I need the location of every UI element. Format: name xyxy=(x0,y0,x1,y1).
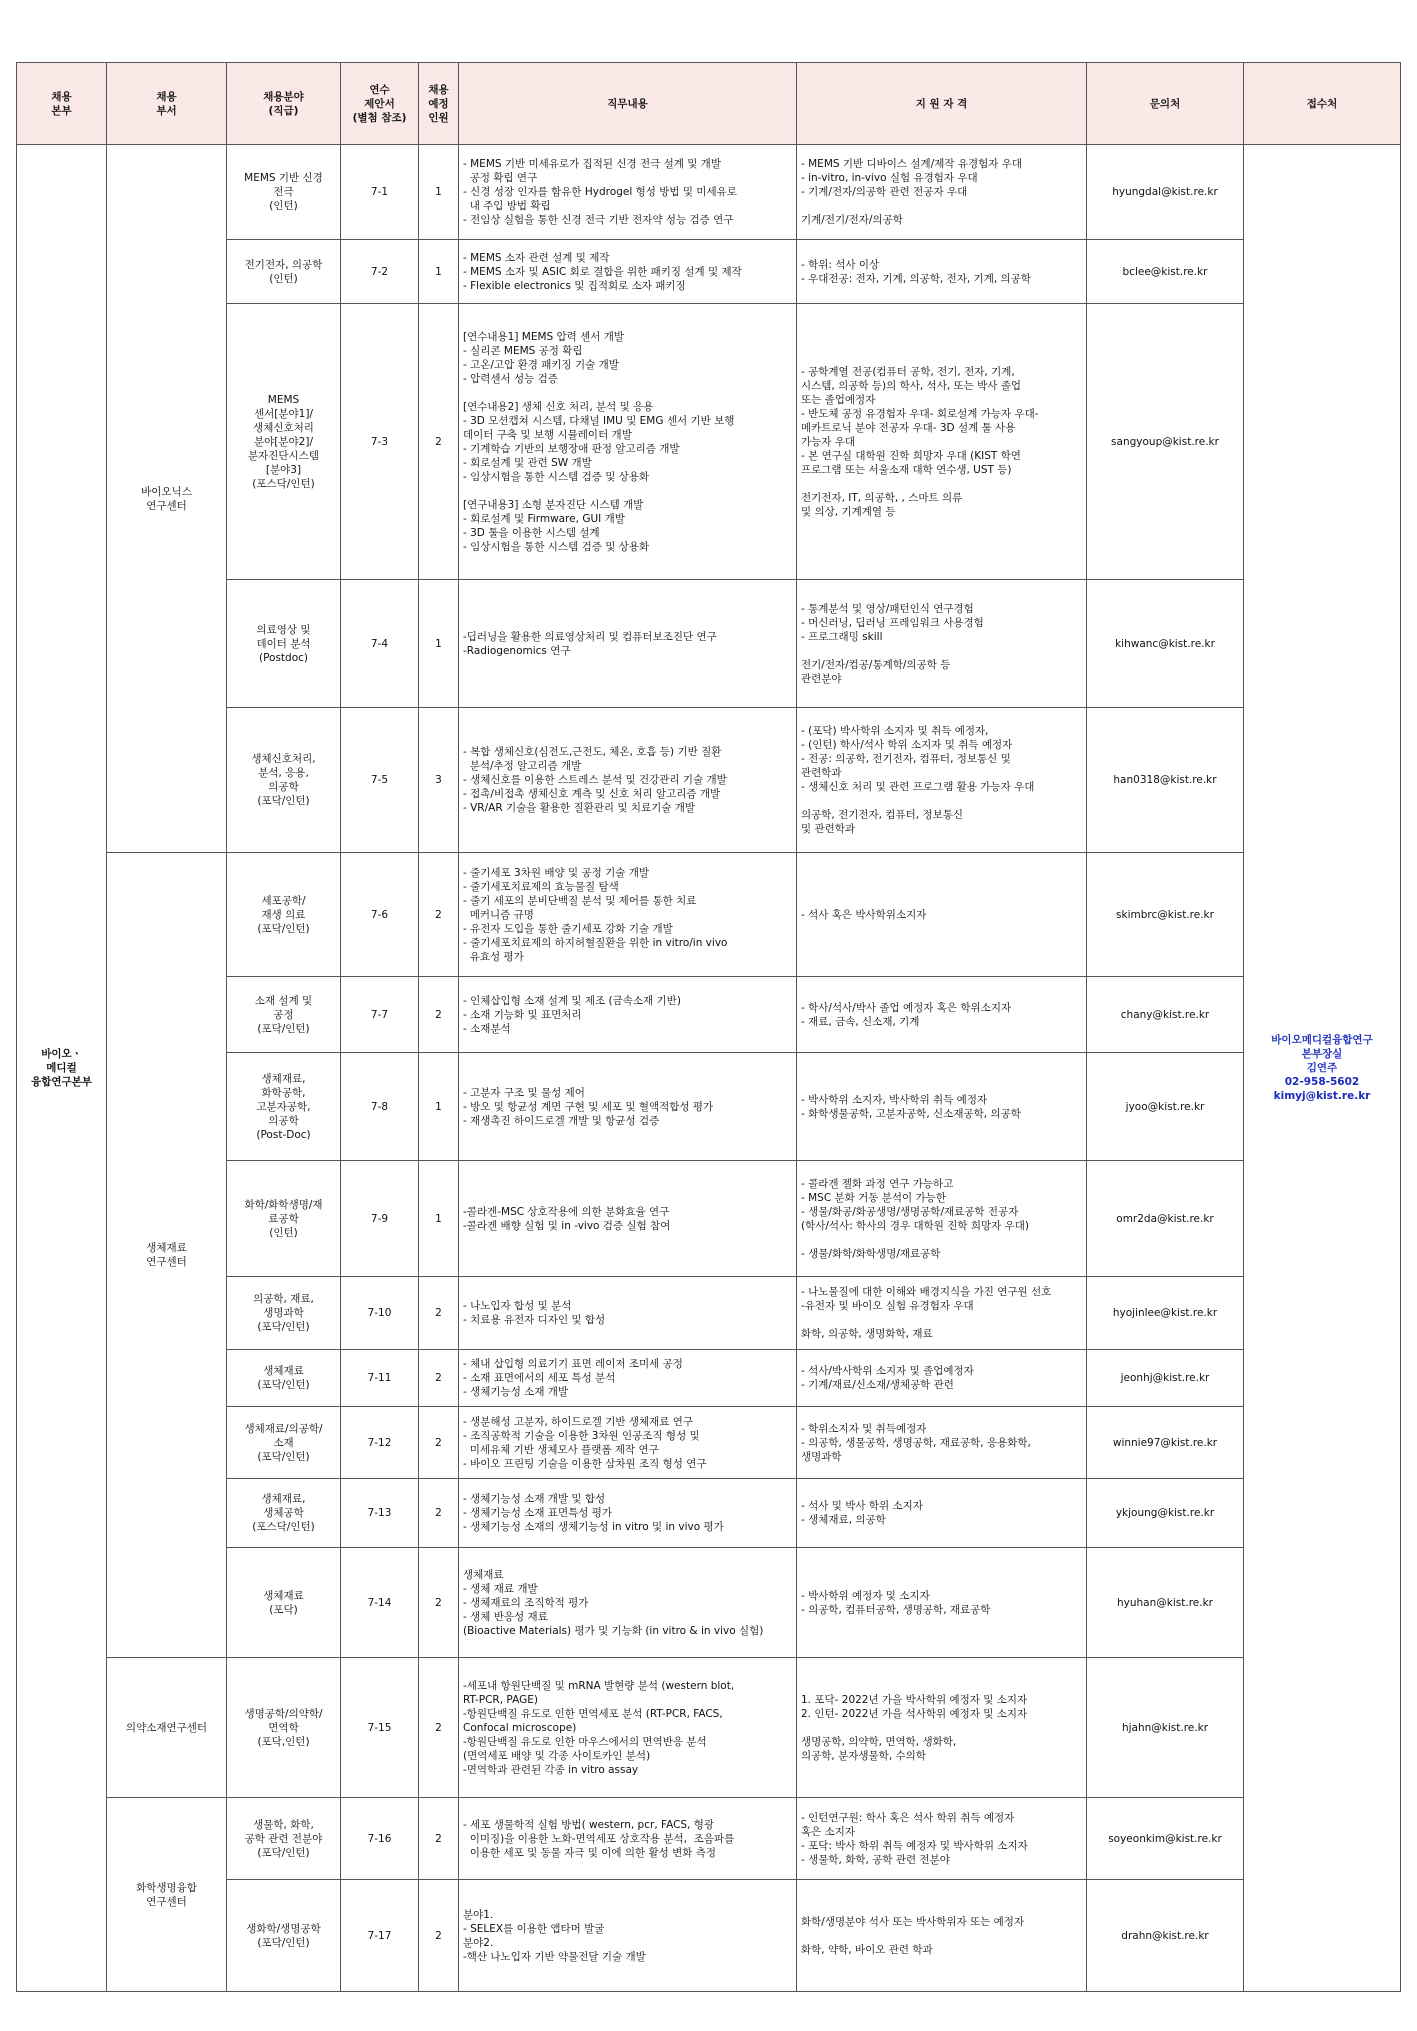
field-cell: 전기전자, 의공학 (인턴) xyxy=(227,240,341,304)
field-cell: 의공학, 재료, 생명과학 (포닥/인턴) xyxy=(227,1277,341,1350)
duty-cell: - MEMS 기반 미세유로가 집적된 신경 전극 설계 및 개발 공정 확립 연구 - 신경 성장 인자를 함유한 Hydrogel 형성 방법 및 미세유로 내 주입 방법 확립 - 전임상 실험을 통한 신경 전극 기반 전자약 성능 검증 연구 xyxy=(459,145,797,240)
contact-email-cell[interactable]: hyungdal@kist.re.kr xyxy=(1087,145,1244,240)
duty-cell: - 나노입자 합성 및 분석 - 치료용 유전자 디자인 및 합성 xyxy=(459,1277,797,1350)
count-cell: 2 xyxy=(419,1350,459,1407)
qualification-cell: - 공학계열 전공(컴퓨터 공학, 전기, 전자, 기계, 시스템, 의공학 등)의 학사, 석사, 또는 박사 졸업 또는 졸업예정자 - 반도체 공정 유경험자 우대- 회로설계 가능자 우대- 메카트로닉 분야 전공자 우대- 3D 설계 툴 사용 가능자 우대 - 본 연구실 대학원 진학 희망자 우대 (KIST 학연 프로그램 또는 서울소재 대학 연수생, UST 등) 전기전자, IT, 의공학, , 스마트 의류 및 의상, 기계계열 등 xyxy=(797,304,1087,580)
header-field: 채용분야 (직급) xyxy=(227,63,341,145)
header-duty: 직무내용 xyxy=(459,63,797,145)
proposal-code-cell: 7-3 xyxy=(341,304,419,580)
field-cell: 생체재료/의공학/ 소재 (포닥/인턴) xyxy=(227,1407,341,1479)
duty-cell: -딥러닝을 활용한 의료영상처리 및 컴퓨터보조진단 연구 -Radiogenomics 연구 xyxy=(459,580,797,708)
qualification-cell: - 석사/박사학위 소지자 및 졸업예정자 - 기계/재료/신소재/생체공학 관련 xyxy=(797,1350,1087,1407)
department-cell: 의약소재연구센터 xyxy=(107,1658,227,1798)
qualification-cell: - 인턴연구원: 학사 혹은 석사 학위 취득 예정자 혹은 소지자 - 포닥: 박사 학위 취득 예정자 및 박사학위 소지자 - 생물학, 화학, 공학 관련 전분야 xyxy=(797,1798,1087,1880)
proposal-code-cell: 7-10 xyxy=(341,1277,419,1350)
field-cell: 세포공학/ 재생 의료 (포닥/인턴) xyxy=(227,853,341,977)
count-cell: 1 xyxy=(419,1053,459,1161)
duty-cell: [연수내용1] MEMS 압력 센서 개발 - 실리콘 MEMS 공정 확립 - 고온/고압 환경 패키징 기술 개발 - 압력센서 성능 검증 [연수내용2] 생체 신호 처리, 분석 및 응용 - 3D 모션캡쳐 시스템, 다채널 IMU 및 EMG 센서 기반 보행 데이터 구축 및 보행 시뮬레이터 개발 - 기계학습 기반의 보행장애 판정 알고리즘 개발 - 회로설계 및 관련 SW 개발 - 임상시험을 통한 시스템 검증 및 상용화 [연구내용3] 소형 분자진단 시스템 개발 - 회로설계 및 Firmware, GUI 개발 - 3D 툴을 이용한 시스템 설계 - 임상시험을 통한 시스템 검증 및 상용화 xyxy=(459,304,797,580)
count-cell: 2 xyxy=(419,1658,459,1798)
count-cell: 2 xyxy=(419,1548,459,1658)
count-cell: 1 xyxy=(419,1161,459,1277)
duty-cell: - MEMS 소자 관련 설계 및 제작 - MEMS 소자 및 ASIC 회로 결합을 위한 패키징 설계 및 제작 - Flexible electronics 및 집적회로 소자 패키징 xyxy=(459,240,797,304)
contact-email-cell[interactable]: skimbrc@kist.re.kr xyxy=(1087,853,1244,977)
contact-email-cell[interactable]: soyeonkim@kist.re.kr xyxy=(1087,1798,1244,1880)
field-cell: 생체재료, 생체공학 (포스닥/인턴) xyxy=(227,1479,341,1548)
duty-cell: - 생분해성 고분자, 하이드로겔 기반 생체재료 연구 - 조직공학적 기술을 이용한 3차원 인공조직 형성 및 미세유체 기반 생체모사 플랫폼 제작 연구 - 바이오 프린팅 기술을 이용한 삼차원 조직 형성 연구 xyxy=(459,1407,797,1479)
count-cell: 2 xyxy=(419,977,459,1053)
field-cell: 생체재료 (포닥/인턴) xyxy=(227,1350,341,1407)
table-row xyxy=(17,1658,1401,1798)
contact-email-cell[interactable]: bclee@kist.re.kr xyxy=(1087,240,1244,304)
department-cell: 화학생명융합 연구센터 xyxy=(107,1798,227,1992)
count-cell: 2 xyxy=(419,1479,459,1548)
duty-cell: - 체내 삽입형 의료기기 표면 레이저 조미세 공정 - 소재 표면에서의 세포 특성 분석 - 생체기능성 소재 개발 xyxy=(459,1350,797,1407)
header-division: 채용 본부 xyxy=(17,63,107,145)
qualification-cell: 1. 포닥- 2022년 가을 박사학위 예정자 및 소지자 2. 인턴- 2022년 가을 석사학위 예정자 및 소지자 생명공학, 의약학, 면역학, 생화학, 의공학, 분자생물학, 수의학 xyxy=(797,1658,1087,1798)
duty-cell: - 생체기능성 소재 개발 및 합성 - 생체기능성 소재 표면특성 평가 - 생체기능성 소재의 생체기능성 in vitro 및 in vivo 평가 xyxy=(459,1479,797,1548)
recruitment-table xyxy=(16,62,1401,1992)
count-cell: 2 xyxy=(419,853,459,977)
count-cell: 3 xyxy=(419,708,459,853)
header-count: 채용 예정 인원 xyxy=(419,63,459,145)
qualification-cell: - 박사학위 소지자, 박사학위 취득 예정자 - 화학생물공학, 고분자공학, 신소재공학, 의공학 xyxy=(797,1053,1087,1161)
duty-cell: 생체재료 - 생체 재료 개발 - 생체재료의 조직학적 평가 - 생체 반응성 재료 (Bioactive Materials) 평가 및 기능화 (in vitro & in vivo 실험) xyxy=(459,1548,797,1658)
proposal-code-cell: 7-7 xyxy=(341,977,419,1053)
qualification-cell: - MEMS 기반 디바이스 설계/제작 유경험자 우대 - in-vitro, in-vivo 실험 유경험자 우대 - 기계/전자/의공학 관련 전공자 우대 기계/전기/전자/의공학 xyxy=(797,145,1087,240)
proposal-code-cell: 7-16 xyxy=(341,1798,419,1880)
header-proposal: 연수 제안서 (별첨 참조) xyxy=(341,63,419,145)
header-row xyxy=(17,63,1401,145)
field-cell: 생체재료 (포닥) xyxy=(227,1548,341,1658)
qualification-cell: - 석사 및 박사 학위 소지자 - 생체재료, 의공학 xyxy=(797,1479,1087,1548)
proposal-code-cell: 7-14 xyxy=(341,1548,419,1658)
contact-email-cell[interactable]: han0318@kist.re.kr xyxy=(1087,708,1244,853)
contact-email-cell[interactable]: ykjoung@kist.re.kr xyxy=(1087,1479,1244,1548)
field-cell: 생체신호처리, 분석, 응용, 의공학 (포닥/인턴) xyxy=(227,708,341,853)
contact-email-cell[interactable]: drahn@kist.re.kr xyxy=(1087,1880,1244,1992)
proposal-code-cell: 7-4 xyxy=(341,580,419,708)
duty-cell: 분야1. - SELEX를 이용한 앱타머 발굴 분야2. -핵산 나노입자 기반 약물전달 기술 개발 xyxy=(459,1880,797,1992)
field-cell: MEMS 기반 신경 전극 (인턴) xyxy=(227,145,341,240)
proposal-code-cell: 7-11 xyxy=(341,1350,419,1407)
contact-email-cell[interactable]: jyoo@kist.re.kr xyxy=(1087,1053,1244,1161)
count-cell: 2 xyxy=(419,1407,459,1479)
header-department: 채용 부서 xyxy=(107,63,227,145)
proposal-code-cell: 7-13 xyxy=(341,1479,419,1548)
count-cell: 2 xyxy=(419,304,459,580)
count-cell: 1 xyxy=(419,240,459,304)
proposal-code-cell: 7-9 xyxy=(341,1161,419,1277)
proposal-code-cell: 7-2 xyxy=(341,240,419,304)
count-cell: 1 xyxy=(419,145,459,240)
proposal-code-cell: 7-6 xyxy=(341,853,419,977)
contact-email-cell[interactable]: hjahn@kist.re.kr xyxy=(1087,1658,1244,1798)
duty-cell: - 세포 생물학적 실험 방법( western, pcr, FACS, 형광 이미징)을 이용한 노화-면역세포 상호작용 분석, 조음파를 이용한 세포 및 동물 자극 및 이에 의한 활성 변화 측정 xyxy=(459,1798,797,1880)
proposal-code-cell: 7-8 xyxy=(341,1053,419,1161)
field-cell: 생명공학/의약학/ 면역학 (포닥,인턴) xyxy=(227,1658,341,1798)
qualification-cell: - 학위: 석사 이상 - 우대전공: 전자, 기계, 의공학, 전자, 기계, 의공학 xyxy=(797,240,1087,304)
duty-cell: -콜라겐-MSC 상호작용에 의한 분화효율 연구 -콜라겐 배향 실험 및 in -vivo 검증 실험 참여 xyxy=(459,1161,797,1277)
count-cell: 2 xyxy=(419,1277,459,1350)
contact-email-cell[interactable]: jeonhj@kist.re.kr xyxy=(1087,1350,1244,1407)
table-row xyxy=(17,1798,1401,1880)
field-cell: 생화학/생명공학 (포닥/인턴) xyxy=(227,1880,341,1992)
qualification-cell: - (포닥) 박사학위 소지자 및 취득 예정자, - (인턴) 학사/석사 학위 소지자 및 취득 예정자 - 전공: 의공학, 전기전자, 컴퓨터, 정보통신 및 관련학과 - 생체신호 처리 및 관련 프로그램 활용 가능자 우대 의공학, 전기전자, 컴퓨터, 정보통신 및 관련학과 xyxy=(797,708,1087,853)
qualification-cell: - 콜라겐 젤화 과정 연구 가능하고 - MSC 분화 거동 분석이 가능한 - 생물/화공/화공생명/생명공학/재료공학 전공자 (학사/석사: 학사의 경우 대학원 진학 희망자 우대) - 생물/화학/화학생명/재료공학 xyxy=(797,1161,1087,1277)
header-contact: 문의처 xyxy=(1087,63,1244,145)
count-cell: 1 xyxy=(419,580,459,708)
field-cell: 생체재료, 화학공학, 고분자공학, 의공학 (Post-Doc) xyxy=(227,1053,341,1161)
qualification-cell: - 박사학위 예정자 및 소지자 - 의공학, 컴퓨터공학, 생명공학, 재료공학 xyxy=(797,1548,1087,1658)
contact-email-cell[interactable]: winnie97@kist.re.kr xyxy=(1087,1407,1244,1479)
duty-cell: - 복합 생체신호(심전도,근전도, 체온, 호흡 등) 기반 질환 분석/추정 알고리즘 개발 - 생체신호를 이용한 스트레스 분석 및 건강관리 기술 개발 - 접촉/비접촉 생체신호 계측 및 신호 처리 알고리즘 개발 - VR/AR 기술을 활용한 질환관리 및 치료기술 개발 xyxy=(459,708,797,853)
count-cell: 2 xyxy=(419,1880,459,1992)
contact-email-cell[interactable]: hyuhan@kist.re.kr xyxy=(1087,1548,1244,1658)
recruitment-table-wrapper xyxy=(16,62,1400,1992)
field-cell: 생물학, 화학, 공학 관련 전분야 (포닥/인턴) xyxy=(227,1798,341,1880)
table-row xyxy=(17,853,1401,977)
proposal-code-cell: 7-5 xyxy=(341,708,419,853)
duty-cell: - 고분자 구조 및 물성 제어 - 방오 및 항균성 계면 구현 및 세포 및 혈액적합성 평가 - 재생촉진 하이드로겔 개발 및 항균성 검증 xyxy=(459,1053,797,1161)
qualification-cell: - 석사 혹은 박사학위소지자 xyxy=(797,853,1087,977)
field-cell: MEMS 센서[분야1]/ 생체신호처리 분야[분야2]/ 분자진단시스템 [분야3] (포스닥/인턴) xyxy=(227,304,341,580)
table-row xyxy=(17,145,1401,240)
receiver-cell: 바이오메디컬융합연구 본부장실 김연주 02-958-5602 kimyj@kist.re.kr xyxy=(1244,145,1401,1992)
header-qualification: 지 원 자 격 xyxy=(797,63,1087,145)
duty-cell: - 줄기세포 3차원 배양 및 공정 기술 개발 - 줄기세포치료제의 효능물질 탐색 - 줄기 세포의 분비단백질 분석 및 제어를 통한 치료 메커니즘 규명 - 유전자 도입을 통한 줄기세포 강화 기술 개발 - 줄기세포치료제의 하지허혈질환을 위한 in vitro/in vivo 유효성 평가 xyxy=(459,853,797,977)
contact-email-cell[interactable]: sangyoup@kist.re.kr xyxy=(1087,304,1244,580)
contact-email-cell[interactable]: kihwanc@kist.re.kr xyxy=(1087,580,1244,708)
department-cell: 생체재료 연구센터 xyxy=(107,853,227,1658)
count-cell: 2 xyxy=(419,1798,459,1880)
field-cell: 화학/화학생명/재 료공학 (인턴) xyxy=(227,1161,341,1277)
qualification-cell: 화학/생명분야 석사 또는 박사학위자 또는 예정자 화학, 약학, 바이오 관련 학과 xyxy=(797,1880,1087,1992)
qualification-cell: - 나노물질에 대한 이해와 배경지식을 가진 연구원 선호 -유전자 및 바이오 실험 유경험자 우대 화학, 의공학, 생명화학, 재료 xyxy=(797,1277,1087,1350)
proposal-code-cell: 7-15 xyxy=(341,1658,419,1798)
contact-email-cell[interactable]: omr2da@kist.re.kr xyxy=(1087,1161,1244,1277)
field-cell: 소재 설계 및 공정 (포닥/인턴) xyxy=(227,977,341,1053)
contact-email-cell[interactable]: chany@kist.re.kr xyxy=(1087,977,1244,1053)
department-cell: 바이오닉스 연구센터 xyxy=(107,145,227,853)
table-body xyxy=(17,145,1401,1992)
proposal-code-cell: 7-17 xyxy=(341,1880,419,1992)
proposal-code-cell: 7-12 xyxy=(341,1407,419,1479)
duty-cell: -세포내 항원단백질 및 mRNA 발현량 분석 (western blot, RT-PCR, PAGE) -항원단백질 유도로 인한 면역세포 분석 (RT-PCR, FACS, Confocal microscope) -항원단백질 유도로 인한 마우스에서의 면역반응 분석 (면역세포 배양 및 각종 사이토카인 분석) -면역학과 관련된 각종 in vitro assay xyxy=(459,1658,797,1798)
duty-cell: - 인체삽입형 소재 설계 및 제조 (금속소재 기반) - 소재 기능화 및 표면처리 - 소재분석 xyxy=(459,977,797,1053)
qualification-cell: - 통계분석 및 영상/패턴인식 연구경험 - 머신러닝, 딥러닝 프레임워크 사용경험 - 프로그래밍 skill 전기/전자/컴공/통계학/의공학 등 관련분야 xyxy=(797,580,1087,708)
qualification-cell: - 학사/석사/박사 졸업 예정자 혹은 학위소지자 - 재료, 금속, 신소재, 기계 xyxy=(797,977,1087,1053)
contact-email-cell[interactable]: hyojinlee@kist.re.kr xyxy=(1087,1277,1244,1350)
field-cell: 의료영상 및 데이터 분석 (Postdoc) xyxy=(227,580,341,708)
division-cell: 바이오ㆍ 메디컬 융합연구본부 xyxy=(17,145,107,1992)
qualification-cell: - 학위소지자 및 취득예정자 - 의공학, 생물공학, 생명공학, 재료공학, 응용화학, 생명과학 xyxy=(797,1407,1087,1479)
header-receiver: 접수처 xyxy=(1244,63,1401,145)
proposal-code-cell: 7-1 xyxy=(341,145,419,240)
